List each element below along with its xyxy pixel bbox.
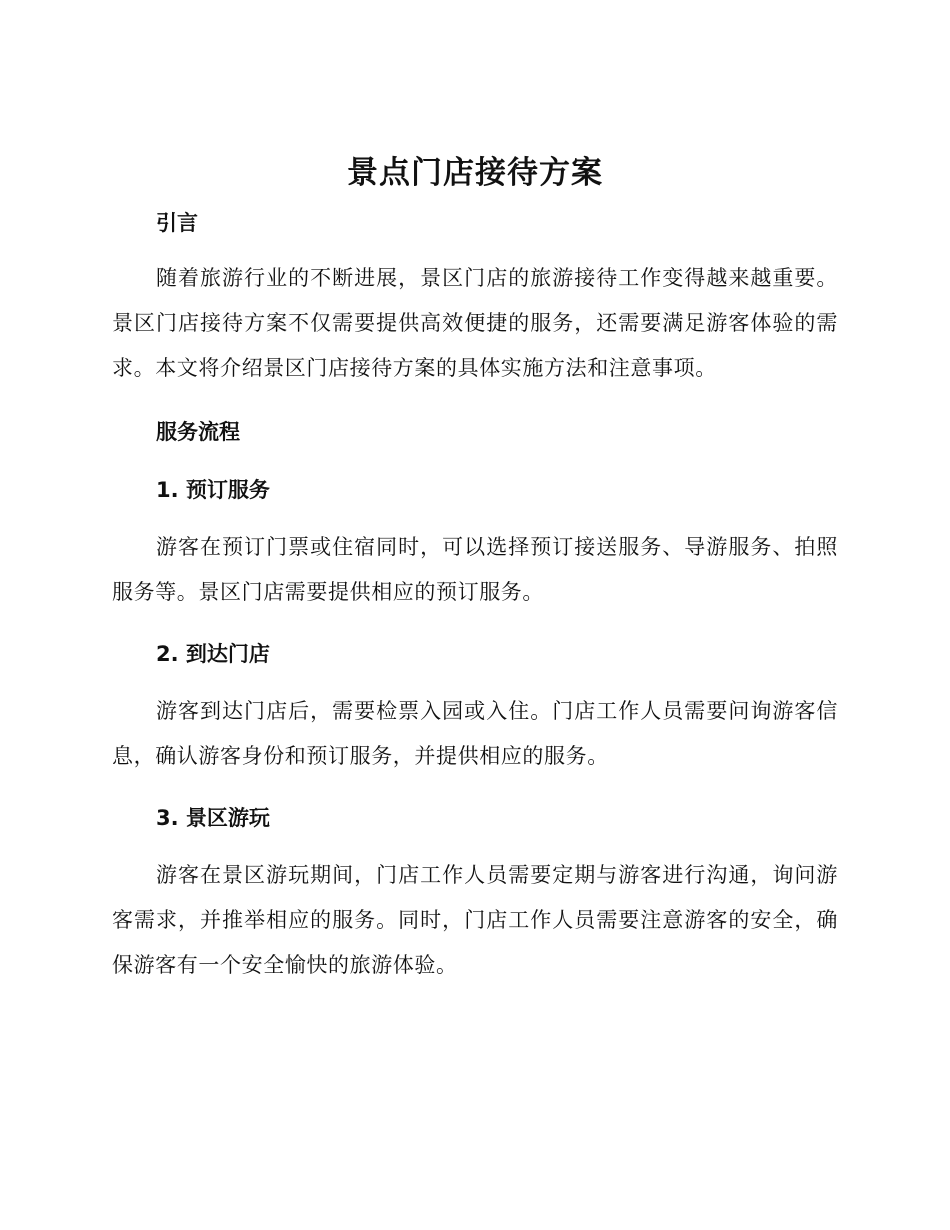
subheading-booking-service: 1. 预订服务	[156, 478, 270, 502]
subheading-arrival: 2. 到达门店	[156, 642, 270, 666]
page-title: 景点门店接待方案	[347, 155, 603, 191]
arrival-paragraph: 游客到达门店后，需要检票入园或入住。门店工作人员需要问询游客信息，确认游客身份和预订服务，并提供相应的服务。	[112, 699, 838, 768]
section-heading-intro: 引言	[156, 211, 198, 235]
subheading-scenic-tour: 3. 景区游玩	[156, 806, 270, 830]
scenic-tour-paragraph: 游客在景区游玩期间，门店工作人员需要定期与游客进行沟通，询问游客需求，并推举相应的服务。同时，门店工作人员需要注意游客的安全，确保游客有一个安全愉快的旅游体验。	[112, 863, 838, 977]
intro-paragraph: 随着旅游行业的不断进展，景区门店的旅游接待工作变得越来越重要。景区门店接待方案不仅需要提供高效便捷的服务，还需要满足游客体验的需求。本文将介绍景区门店接待方案的具体实施方法和注意事项。	[112, 266, 838, 380]
booking-service-paragraph: 游客在预订门票或住宿同时，可以选择预订接送服务、导游服务、拍照服务等。景区门店需要提供相应的预订服务。	[112, 535, 838, 604]
section-heading-service-flow: 服务流程	[156, 420, 240, 444]
